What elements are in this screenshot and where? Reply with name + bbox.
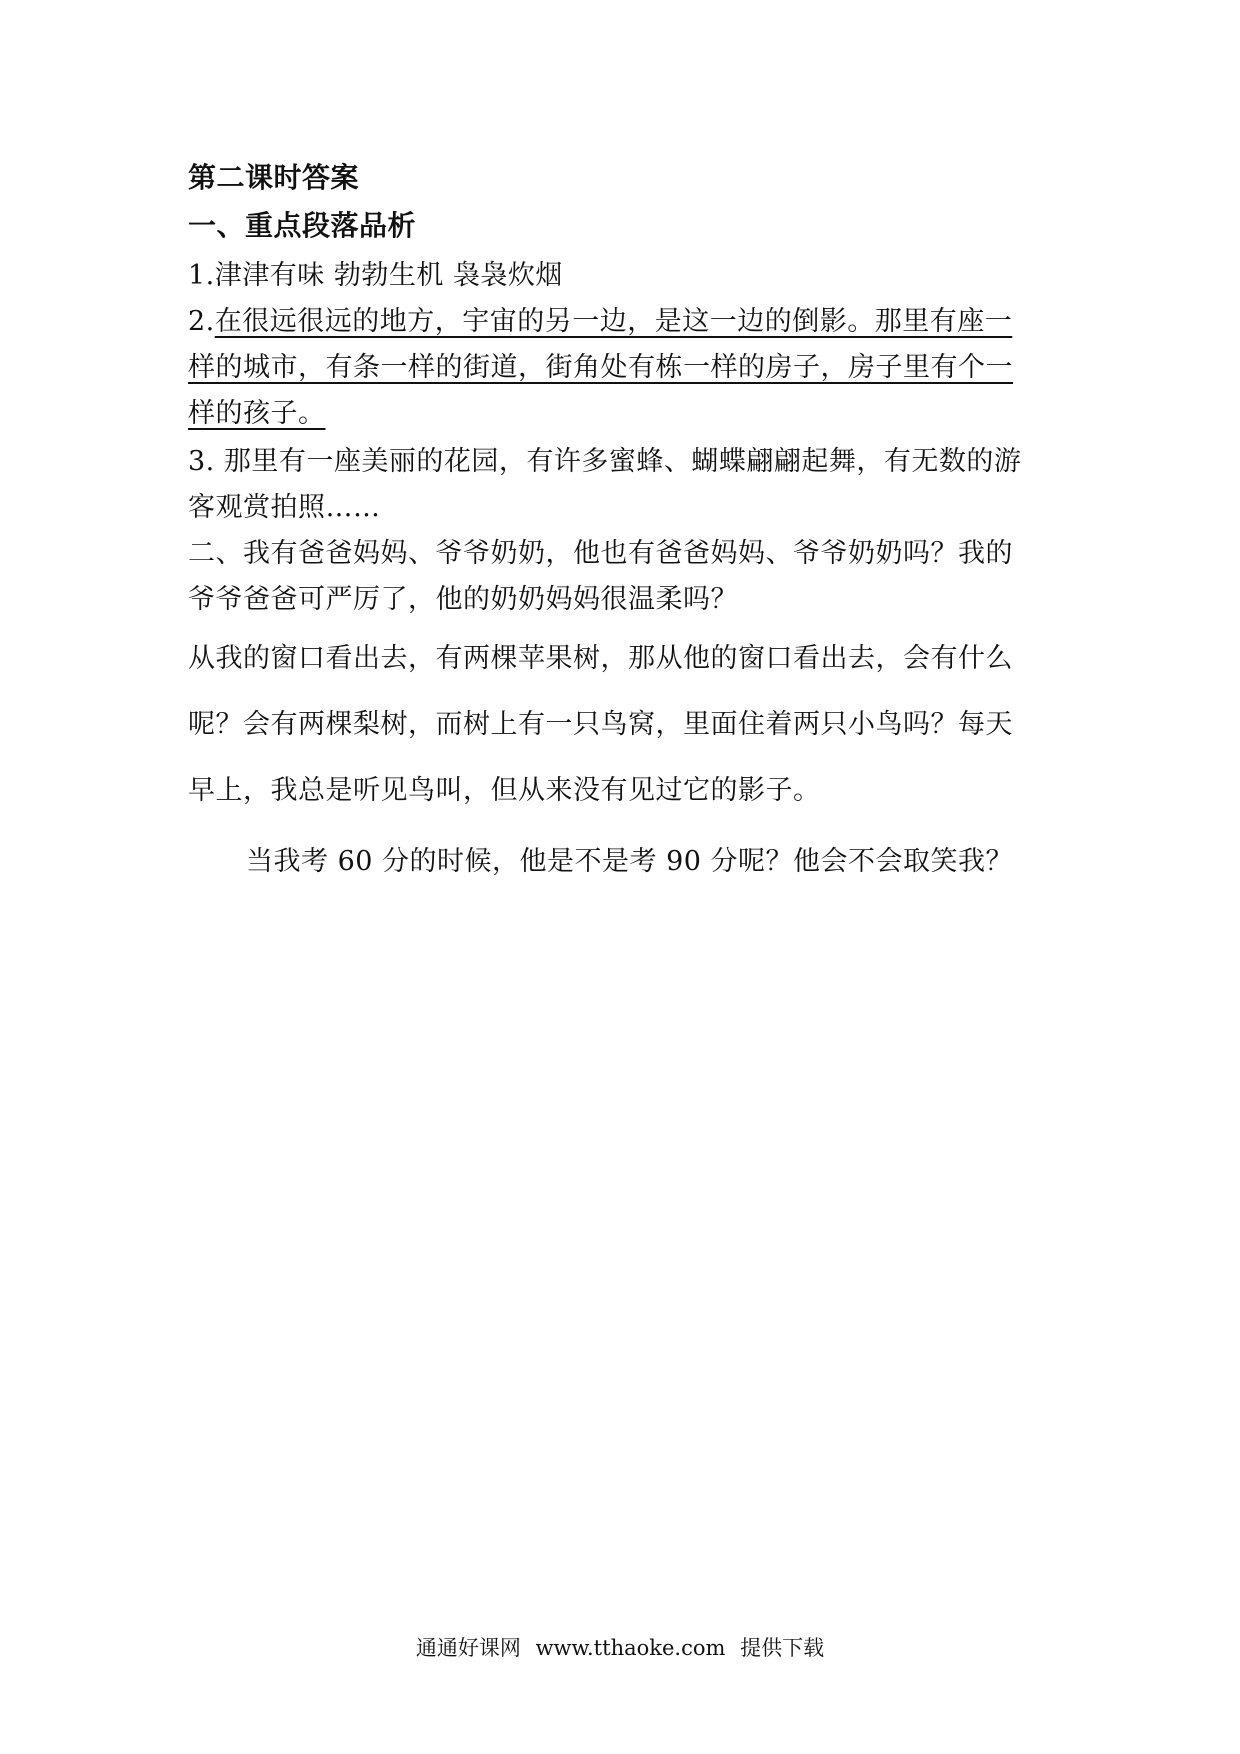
answer-item-2-line-3 — [188, 394, 1064, 434]
section2-line-1: 二、我有爸爸妈妈、爷爷奶奶，他也有爸爸妈妈、爷爷奶奶吗？我的 — [188, 538, 1013, 569]
underlined-text: 样的孩子。 — [188, 398, 326, 429]
underlined-text: 在很远很远的地方，宇宙的另一边，是这一边的倒影。那里有座一 — [214, 306, 1013, 337]
footer-suffix: 提供下载 — [740, 1636, 825, 1660]
paragraph-line-2: 呢？会有两棵梨树，而树上有一只鸟窝，里面住着两只小鸟吗？每天 — [188, 709, 1013, 740]
footer-url[interactable]: www.tthaoke.com — [535, 1636, 726, 1660]
answer-item-3-line-2: 客观赏拍照…… — [188, 492, 381, 523]
answer-item-3 — [188, 442, 1064, 528]
section2-line-2: 爷爷爸爸可严厉了，他的奶奶妈妈很温柔吗？ — [188, 584, 738, 615]
page-title: 第二课时答案 — [188, 161, 360, 194]
answer-item-2-line-2 — [188, 348, 1064, 388]
section2-paragraph — [188, 626, 1064, 824]
answer-item-3-line-1: 3. 那里有一座美丽的花园，有许多蜜蜂、蝴蝶翩翩起舞，有无数的游 — [188, 446, 1022, 477]
paragraph-line-1: 从我的窗口看出去，有两棵苹果树，那从他的窗口看出去，会有什么 — [188, 643, 1013, 674]
paragraph-line-3: 早上，我总是听见鸟叫，但从来没有见过它的影子。 — [188, 775, 821, 806]
page-footer — [0, 1632, 1240, 1662]
answer-item-1: 1.津津有味 勃勃生机 袅袅炊烟 — [188, 260, 563, 291]
final-paragraph: 当我考 60 分的时候，他是不是考 90 分呢？他会不会取笑我？ — [246, 846, 1014, 877]
underlined-text: 样的城市，有条一样的街道，街角处有栋一样的房子，房子里有个一 — [188, 352, 1013, 383]
footer-site-name: 通通好课网 — [415, 1636, 521, 1660]
answer-item-2-line-1 — [188, 302, 1064, 342]
document-body — [188, 158, 1064, 882]
answer-item-2-number: 2. — [188, 306, 215, 337]
answer-item-2 — [188, 302, 1064, 434]
section1-heading: 一、重点段落品析 — [188, 209, 417, 242]
section2-answer — [188, 534, 1064, 620]
